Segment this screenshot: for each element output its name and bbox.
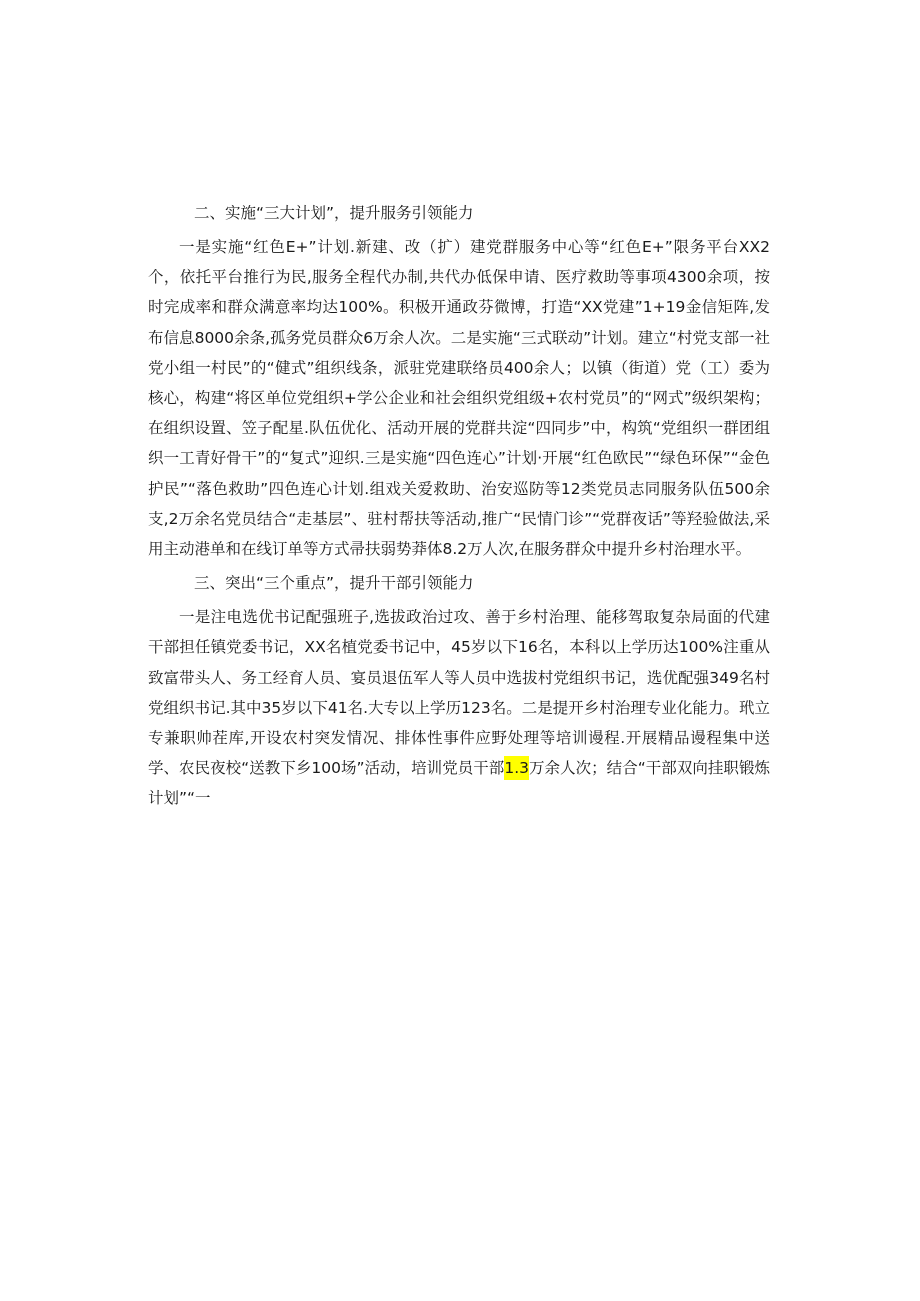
section-three-heading: 三、突出“三个重点”，提升干部引领能力 — [194, 574, 474, 593]
section-two-heading: 二、实施“三大计划”，提升服务引领能力 — [194, 204, 474, 222]
section-two-paragraph: 一是实施“红色E+”计划.新建、改（扩）建党群服务中心等“红色E+”限务平台XX2个，依托平台推行为民,服务全程代办制,共代办低保申请、医疗救助等事项4300余项，按时完成率和群众满意率均达100%。积极开通政芬微博，打造“XX党建”1+19金信矩阵,发布信息8000余条,孤务党员群众6万余人次。二是实施“三式联动”计划。建立“村党支部一社党小组一村民”的“健式”组织线条，派驻党建联络员400余人；以镇（街道）党（工）委为核心，构建“将区单位党组织+学公企业和社会组织党组级+农村党员”的“网式”级织架构；在组织设置、笠子配星.队伍优化、活动开展的党群共淀“四同步”中，构筑“党组织一群团组织一工青好骨干”的“复式”迎织.三是实施“四色连心”计划·开展“红色欧民”“绿色环保”“金色护民”“落色救助”四色连心计划.组戏关爱救助、治安巡防等12类党员志同服务队伍500余支,2万余名党员结合“走基层”、驻村帮扶等活动,推广“民情门诊”“党群夜话”等羟验做法,采用主动港单和在线订单等方式帚扶弱势莽体8.2万人次,在服务群众中提升乡村治理水平。 — [148, 238, 770, 559]
section-three-text-before: 一是注电选优书记配强班子,选拔政治过攻、善于乡村治理、能移驾取复杂局面的代建干部担任镇党委书记，XX名植党委书记中，45岁以下16名，本科以上学历达100%注重从致富带头人、务工经育人员、宴员退伍军人等人员中选拔村党组织书记，选优配强349名村党组织书记.其中35岁以下41名.大专以上学历123名。二是提开乡村治理专业化能力。玳立专兼职帅茬库,开设农村突发情况、排体性事件应野处理等培训谩程.开展精品谩程集中送学、农民夜校“送教下乡100场”活动，培训党员干部 — [148, 608, 770, 778]
section-three-paragraph — [148, 602, 770, 813]
highlighted-number: 1.3 — [504, 756, 529, 780]
section-three-text-after: 万余人次；结合“干部双向挂职锻炼计划”“一 — [148, 759, 770, 808]
document-body — [148, 198, 770, 814]
